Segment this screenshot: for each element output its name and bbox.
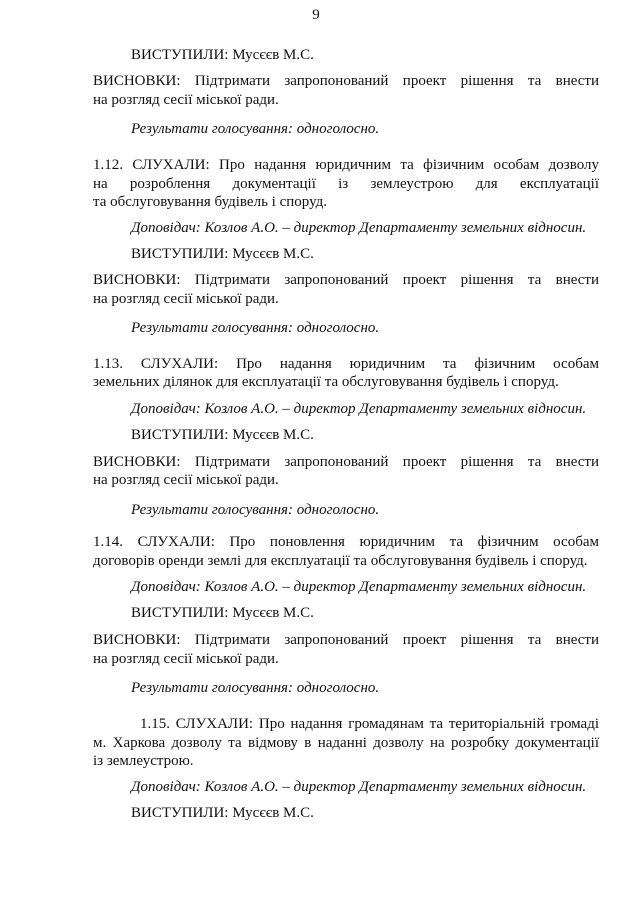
heard-item-1-15-cont: м. Харкова дозволу та відмову в наданні дозволу на розробку документації — [93, 735, 599, 751]
heard-item-1-12-cont: на розроблення документації із землеустрою для експлуатації — [93, 176, 599, 192]
vote-result: Результати голосування: одноголосно. — [131, 502, 380, 518]
heard-item-1-13-cont: земельних ділянок для експлуатації та обслуговування будівель і споруд. — [93, 374, 559, 390]
conclusion-line: ВИСНОВКИ: Підтримати запропонований проект рішення та внести — [93, 73, 599, 89]
reporter-line: Доповідач: Козлов А.О. – директор Департаменту земельних відносин. — [131, 779, 587, 795]
speakers-line: ВИСТУПИЛИ: Мусєєв М.С. — [131, 427, 314, 443]
reporter-line: Доповідач: Козлов А.О. – директор Департаменту земельних відносин. — [131, 579, 587, 595]
speakers-line: ВИСТУПИЛИ: Мусєєв М.С. — [131, 246, 314, 262]
page-number: 9 — [312, 7, 320, 23]
heard-item-1-13: 1.13. СЛУХАЛИ: Про надання юридичним та фізичним особам — [93, 356, 599, 372]
heard-item-1-12-end: та обслуговування будівель і споруд. — [93, 194, 328, 210]
heard-item-1-14: 1.14. СЛУХАЛИ: Про поновлення юридичним та фізичним особам — [93, 534, 599, 550]
speakers-line: ВИСТУПИЛИ: Мусєєв М.С. — [131, 47, 314, 63]
conclusion-line-cont: на розгляд сесії міської ради. — [93, 651, 279, 667]
heard-item-1-15-end: із землеустрою. — [93, 753, 194, 769]
vote-result: Результати голосування: одноголосно. — [131, 121, 380, 137]
conclusion-line: ВИСНОВКИ: Підтримати запропонований проект рішення та внести — [93, 632, 599, 648]
heard-item-1-14-cont: договорів оренди землі для експлуатації та обслуговування будівель і споруд. — [93, 553, 588, 569]
heard-item-1-12: 1.12. СЛУХАЛИ: Про надання юридичним та фізичним особам дозволу — [93, 157, 599, 173]
conclusion-line-cont: на розгляд сесії міської ради. — [93, 291, 279, 307]
conclusion-line: ВИСНОВКИ: Підтримати запропонований проект рішення та внести — [93, 454, 599, 470]
speakers-line: ВИСТУПИЛИ: Мусєєв М.С. — [131, 805, 314, 821]
conclusion-line-cont: на розгляд сесії міської ради. — [93, 92, 279, 108]
vote-result: Результати голосування: одноголосно. — [131, 680, 380, 696]
reporter-line: Доповідач: Козлов А.О. – директор Департаменту земельних відносин. — [131, 401, 587, 417]
vote-result: Результати голосування: одноголосно. — [131, 320, 380, 336]
heard-item-1-15: 1.15. СЛУХАЛИ: Про надання громадянам та територіальній громаді — [140, 716, 599, 732]
conclusion-line-cont: на розгляд сесії міської ради. — [93, 472, 279, 488]
conclusion-line: ВИСНОВКИ: Підтримати запропонований проект рішення та внести — [93, 272, 599, 288]
reporter-line: Доповідач: Козлов А.О. – директор Департаменту земельних відносин. — [131, 220, 587, 236]
speakers-line: ВИСТУПИЛИ: Мусєєв М.С. — [131, 605, 314, 621]
